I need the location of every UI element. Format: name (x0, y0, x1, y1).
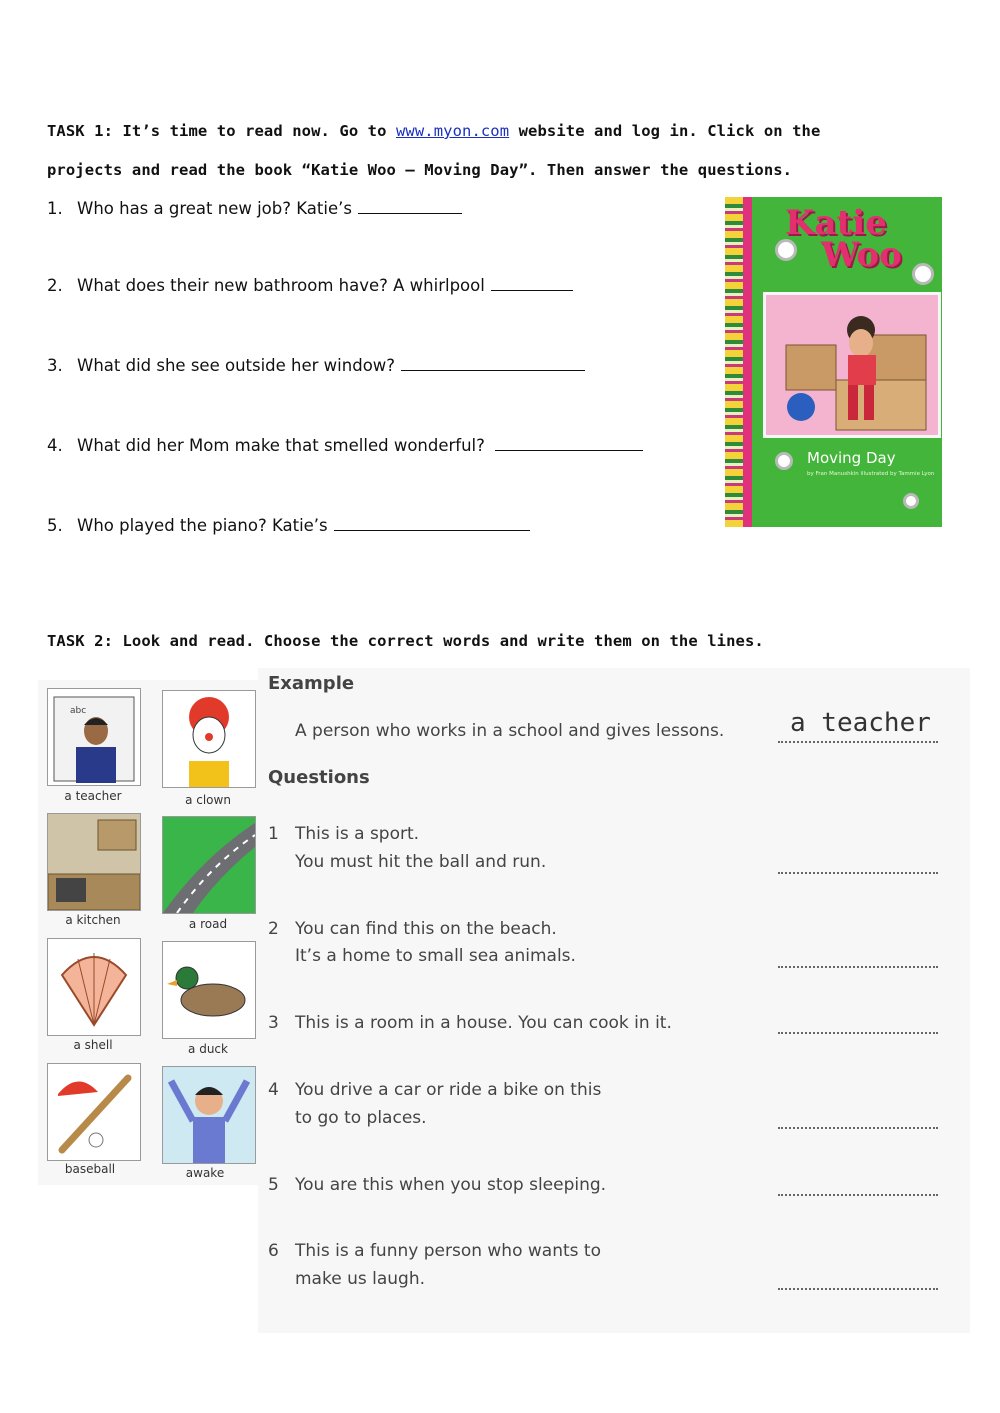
task2-question-1-line1: This is a sport. (295, 824, 420, 844)
clown-icon (163, 691, 255, 787)
caption-road: a road (188, 917, 228, 931)
picture-baseball (47, 1063, 141, 1161)
question-text: What did her Mom make that smelled wonderful? (77, 436, 485, 455)
answer-blank-1[interactable] (358, 212, 462, 214)
road-icon (163, 817, 255, 913)
task1-question-4 (47, 436, 643, 455)
cover-spine-edge (743, 197, 752, 527)
task2-question-2-line2: It’s a home to small sea animals. (295, 946, 576, 966)
question-number: 1. (47, 199, 63, 218)
picture-clown (162, 690, 256, 788)
question-number: 5. (47, 516, 63, 535)
question-number: 5 (268, 1175, 279, 1195)
picture-duck (162, 941, 256, 1039)
kitchen-icon (48, 814, 140, 910)
answer-line-6[interactable] (778, 1288, 938, 1290)
task1-question-1 (47, 199, 462, 218)
cover-title-line2: Woo (821, 235, 902, 275)
question-number: 2 (268, 919, 279, 939)
teacher-icon (48, 689, 140, 785)
caption-awake: awake (185, 1166, 225, 1180)
task1-question-5 (47, 516, 530, 535)
task1-question-3 (47, 356, 585, 375)
cover-title-line1: Katie (785, 203, 887, 243)
awake-icon (163, 1067, 255, 1163)
flower-icon (903, 493, 919, 509)
question-number: 2. (47, 276, 63, 295)
baseball-icon (48, 1064, 140, 1160)
example-heading: Example (268, 673, 355, 694)
task1-question-2 (47, 276, 573, 295)
example-text: A person who works in a school and gives lessons. (295, 721, 725, 741)
duck-icon (163, 942, 255, 1038)
answer-line-4[interactable] (778, 1127, 938, 1129)
svg-text:abc: abc (70, 706, 87, 716)
question-number: 1 (268, 824, 279, 844)
answer-line-1[interactable] (778, 872, 938, 874)
cover-spine (725, 197, 743, 527)
example-answer: a teacher (790, 708, 931, 738)
task2-question-5-line1: You are this when you stop sleeping. (295, 1175, 607, 1195)
myon-link[interactable]: www.myon.com (395, 122, 510, 140)
answer-blank-5[interactable] (334, 529, 530, 531)
caption-shell: a shell (73, 1038, 113, 1052)
task1-instruction-line1 (47, 122, 820, 140)
caption-clown: a clown (185, 793, 231, 807)
task1-instruction-line2: projects and read the book “Katie Woo – Moving Day”. Then answer the questions. (47, 161, 793, 179)
question-number: 4 (268, 1080, 279, 1100)
question-number: 6 (268, 1241, 279, 1261)
task2-question-3-line1: This is a room in a house. You can cook in it. (295, 1013, 672, 1033)
caption-teacher: a teacher (64, 789, 122, 803)
task2-question-6-line2: make us laugh. (295, 1269, 425, 1289)
task2-question-4-line1: You drive a car or ride a bike on this (295, 1080, 602, 1100)
picture-awake (162, 1066, 256, 1164)
question-text: What did she see outside her window? (77, 356, 396, 375)
cover-title (785, 203, 902, 275)
book-cover (725, 197, 942, 527)
question-text: What does their new bathroom have? A whirlpool (77, 276, 485, 295)
task1-intro-text-end: website and log in. Click on the (509, 122, 821, 140)
answer-blank-2[interactable] (491, 289, 573, 291)
cover-subtitle: Moving Day (807, 449, 896, 467)
task2-question-2-line1: You can find this on the beach. (295, 919, 557, 939)
picture-teacher (47, 688, 141, 786)
cover-illustration (763, 292, 941, 438)
example-answer-line (778, 741, 938, 743)
answer-blank-4[interactable] (495, 449, 643, 451)
question-number: 4. (47, 436, 63, 455)
caption-kitchen: a kitchen (65, 913, 121, 927)
question-text: Who has a great new job? Katie’s (77, 199, 352, 218)
task2-question-1-line2: You must hit the ball and run. (295, 852, 547, 872)
flower-icon (912, 263, 934, 285)
questions-heading: Questions (268, 767, 370, 788)
shell-icon (48, 939, 140, 1035)
question-number: 3 (268, 1013, 279, 1033)
picture-kitchen (47, 813, 141, 911)
task2-question-4-line2: to go to places. (295, 1108, 427, 1128)
task1-intro-text: TASK 1: It’s time to read now. Go to (47, 122, 396, 140)
question-text: Who played the piano? Katie’s (77, 516, 328, 535)
flower-icon (775, 452, 793, 470)
answer-line-2[interactable] (778, 966, 938, 968)
picture-shell (47, 938, 141, 1036)
caption-duck: a duck (188, 1042, 228, 1056)
girl-on-boxes-icon (766, 295, 938, 435)
question-number: 3. (47, 356, 63, 375)
answer-line-5[interactable] (778, 1194, 938, 1196)
cover-credits: by Fran Manushkin illustrated by Tammie Lyon (807, 471, 935, 477)
task2-question-6-line1: This is a funny person who wants to (295, 1241, 601, 1261)
task2-instruction: TASK 2: Look and read. Choose the correct words and write them on the lines. (47, 632, 764, 650)
answer-blank-3[interactable] (401, 369, 585, 371)
picture-road (162, 816, 256, 914)
answer-line-3[interactable] (778, 1032, 938, 1034)
caption-baseball: baseball (64, 1162, 116, 1176)
